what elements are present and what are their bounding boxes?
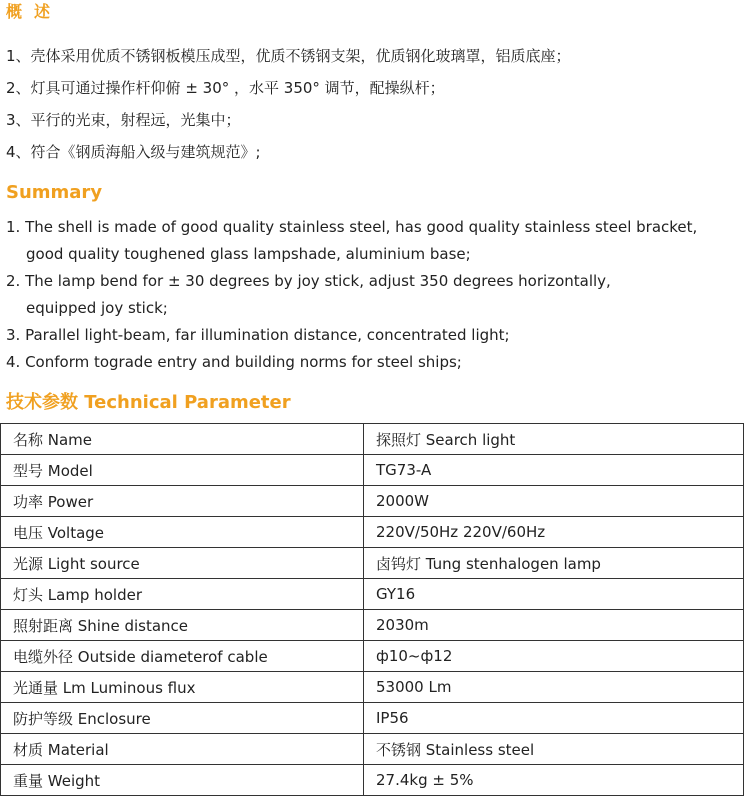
param-label: 重量 Weight bbox=[1, 765, 364, 796]
param-value: 卤钨灯 Tung stenhalogen lamp bbox=[364, 548, 744, 579]
param-value: GY16 bbox=[364, 579, 744, 610]
table-row bbox=[1, 734, 744, 765]
param-label: 光通量 Lm Luminous flux bbox=[1, 672, 364, 703]
summary-item bbox=[6, 268, 745, 322]
param-value: ф10~ф12 bbox=[364, 641, 744, 672]
table-row bbox=[1, 610, 744, 641]
summary-list bbox=[6, 214, 745, 376]
param-label: 防护等级 Enclosure bbox=[1, 703, 364, 734]
table-row bbox=[1, 455, 744, 486]
param-value: 53000 Lm bbox=[364, 672, 744, 703]
summary-item bbox=[6, 322, 745, 349]
param-value: 2000W bbox=[364, 486, 744, 517]
overview-heading: 概述 bbox=[6, 2, 63, 21]
overview-item: 1、壳体采用优质不锈钢板模压成型，优质不锈钢支架，优质钢化玻璃罩，铝质底座； bbox=[6, 47, 571, 65]
param-label: 功率 Power bbox=[1, 486, 364, 517]
param-value: IP56 bbox=[364, 703, 744, 734]
table-row bbox=[1, 548, 744, 579]
parameters-heading: 技术参数 Technical Parameter bbox=[6, 392, 291, 413]
summary-item-line: 2. The lamp bend for ± 30 degrees by joy stick, adjust 350 degrees horizontally, bbox=[6, 272, 611, 290]
param-value: 27.4kg ± 5% bbox=[364, 765, 744, 796]
summary-item-line: 3. Parallel light-beam, far illumination distance, concentrated light; bbox=[6, 326, 510, 344]
table-row bbox=[1, 517, 744, 548]
param-label: 电压 Voltage bbox=[1, 517, 364, 548]
overview-list bbox=[6, 40, 745, 168]
summary-item-continuation: good quality toughened glass lampshade, aluminium base; bbox=[26, 245, 471, 263]
overview-item: 2、灯具可通过操作杆仰俯 ± 30° ，水平 350° 调节，配操纵杆； bbox=[6, 79, 445, 97]
param-label: 型号 Model bbox=[1, 455, 364, 486]
summary-heading: Summary bbox=[6, 182, 103, 203]
table-row bbox=[1, 765, 744, 796]
param-label: 光源 Light source bbox=[1, 548, 364, 579]
param-label: 电缆外径 Outside diameterof cable bbox=[1, 641, 364, 672]
table-row bbox=[1, 703, 744, 734]
overview-item: 3、平行的光束，射程远，光集中； bbox=[6, 111, 241, 129]
param-value: TG73-A bbox=[364, 455, 744, 486]
param-value: 探照灯 Search light bbox=[364, 424, 744, 455]
param-value: 220V/50Hz 220V/60Hz bbox=[364, 517, 744, 548]
param-label: 灯头 Lamp holder bbox=[1, 579, 364, 610]
summary-item-line: 4. Conform tograde entry and building norms for steel ships; bbox=[6, 353, 462, 371]
param-value: 不锈钢 Stainless steel bbox=[364, 734, 744, 765]
summary-item-line: 1. The shell is made of good quality stainless steel, has good quality stainless steel bracket, bbox=[6, 218, 698, 236]
summary-item bbox=[6, 214, 745, 268]
param-label: 照射距离 Shine distance bbox=[1, 610, 364, 641]
table-row bbox=[1, 672, 744, 703]
table-row bbox=[1, 486, 744, 517]
table-row bbox=[1, 579, 744, 610]
param-value: 2030m bbox=[364, 610, 744, 641]
summary-item-continuation: equipped joy stick; bbox=[26, 299, 168, 317]
summary-item bbox=[6, 349, 745, 376]
table-row bbox=[1, 641, 744, 672]
param-label: 材质 Material bbox=[1, 734, 364, 765]
param-label: 名称 Name bbox=[1, 424, 364, 455]
overview-item: 4、符合《钢质海船入级与建筑规范》; bbox=[6, 143, 261, 161]
parameters-table bbox=[0, 423, 744, 796]
table-row bbox=[1, 424, 744, 455]
